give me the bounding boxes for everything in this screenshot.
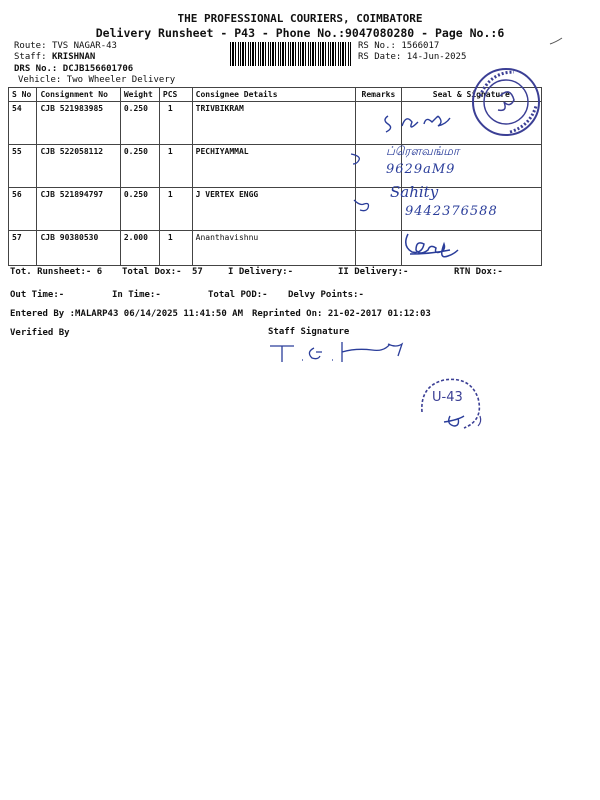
verified-by: Verified By: [10, 328, 70, 338]
cell-consignee: Ananthavishnu: [192, 231, 356, 266]
ii-delivery: II Delivery:-: [338, 267, 409, 277]
row55-handwritten-phone: 9629aM9: [386, 162, 456, 177]
staff-handwritten-signature: [266, 338, 412, 364]
row56-handwritten-name: Sahity: [390, 183, 439, 201]
cell-weight: 0.250: [120, 145, 159, 188]
total-pod: Total POD:-: [208, 290, 268, 300]
table-header-row: [9, 88, 542, 102]
header-seal: Seal & Signature: [401, 88, 541, 102]
drs-line: [14, 64, 133, 74]
header-sno: S No: [9, 88, 37, 102]
header-consignment: Consignment No: [37, 88, 120, 102]
table-row: [9, 145, 542, 188]
reprinted-on: Reprinted On: 21-02-2017 01:12:03: [252, 309, 431, 319]
cell-consignee: TRIVBIKRAM: [192, 102, 356, 145]
cell-consignee: PECHIYAMMAL: [192, 145, 356, 188]
cell-consignment: CJB 521894797: [37, 188, 120, 231]
out-time: Out Time:-: [10, 290, 65, 300]
cell-sno: 56: [9, 188, 37, 231]
rs-date-label: RS Date:: [358, 52, 402, 62]
cell-sno: 57: [9, 231, 37, 266]
cell-consignment: CJB 522058112: [37, 145, 120, 188]
drs-value: DCJB156601706: [62, 64, 134, 74]
drs-label: DRS No.:: [14, 64, 58, 74]
cell-remarks: [356, 231, 401, 266]
vehicle-value: Two Wheeler Delivery: [66, 75, 176, 85]
rs-no-value: 1566017: [401, 41, 440, 51]
runsheet-subtitle: Delivery Runsheet - P43 - Phone No.:9047080280 - Page No.:6: [95, 26, 505, 40]
remarks-tick-row-55: [348, 150, 368, 166]
vehicle-line: [18, 75, 175, 85]
cell-pcs: 1: [159, 188, 192, 231]
cell-consignee: J VERTEX ENGG: [192, 188, 356, 231]
header-pcs: PCS: [159, 88, 192, 102]
route-label: Route:: [14, 41, 47, 51]
cell-sno: 54: [9, 102, 37, 145]
tot-runsheet: Tot. Runsheet:- 6: [10, 267, 103, 277]
header-weight: Weight: [120, 88, 159, 102]
rtn-dox: RTN Dox:-: [454, 267, 503, 277]
cell-weight: 0.250: [120, 102, 159, 145]
delvy-points: Delvy Points:-: [288, 290, 364, 300]
lower-stamp-text: U-43: [432, 390, 463, 405]
i-delivery: I Delivery:-: [228, 267, 294, 277]
header-remarks: Remarks: [356, 88, 401, 102]
cell-consignment: CJB 90380530: [37, 231, 120, 266]
barcode: [230, 42, 352, 66]
row55-handwritten-name: ப்ரௌவங்மா: [386, 144, 460, 158]
company-title: THE PROFESSIONAL COURIERS, COIMBATORE: [177, 12, 423, 25]
rs-no-label: RS No.:: [358, 41, 396, 51]
in-time: In Time:-: [112, 290, 161, 300]
cell-pcs: 1: [159, 231, 192, 266]
staff-line: [14, 52, 95, 62]
route-line: [14, 41, 117, 51]
row56-handwritten-phone: 9442376588: [405, 204, 498, 219]
vehicle-label: Vehicle:: [18, 75, 62, 85]
rs-date-line: [358, 52, 466, 62]
rs-date-value: 14-Jun-2025: [406, 52, 467, 62]
staff-label: Staff:: [14, 52, 47, 62]
entered-by: Entered By :MALARP43 06/14/2025 11:41:50 AM: [10, 309, 243, 319]
corner-ink-mark: [548, 34, 566, 48]
staff-signature-label: Staff Signature: [268, 327, 350, 337]
cell-pcs: 1: [159, 102, 192, 145]
staff-value: KRISHNAN: [51, 52, 96, 62]
signature-row-57: [402, 228, 462, 258]
total-dox-label: Total Dox:-: [122, 267, 182, 277]
route-value: TVS NAGAR-43: [51, 41, 117, 51]
cell-consignment: CJB 521983985: [37, 102, 120, 145]
remarks-tick-row-56: [352, 196, 374, 212]
cell-weight: 2.000: [120, 231, 159, 266]
cell-weight: 0.250: [120, 188, 159, 231]
cell-pcs: 1: [159, 145, 192, 188]
rs-no-line: [358, 41, 439, 51]
total-dox-value: 57: [192, 267, 203, 277]
courier-seal-stamp: [470, 66, 542, 138]
header-consignee: Consignee Details: [192, 88, 356, 102]
cell-sno: 55: [9, 145, 37, 188]
signature-row-54: [380, 106, 470, 134]
